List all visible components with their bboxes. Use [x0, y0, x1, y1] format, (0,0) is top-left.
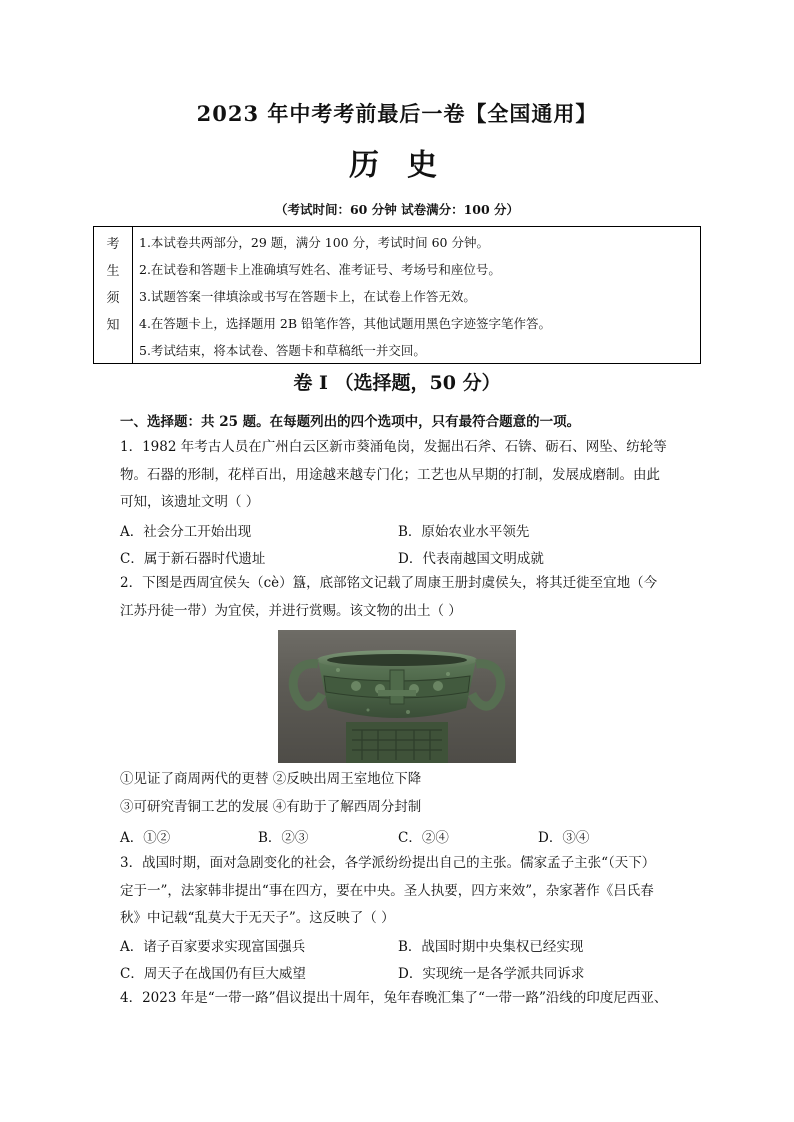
- q1-option-d: D．代表南越国文明成就: [398, 551, 544, 567]
- question-4-stem: [120, 985, 680, 1013]
- question-line: 可知，该遗址文明（ ）: [120, 494, 260, 510]
- candidate-notice-box: [93, 226, 701, 364]
- question-line: 1．1982 年考古人员在广州白云区新市葵涌龟岗，发掘出石斧、石锛、砺石、网坠、纺轮等: [120, 439, 667, 455]
- statement-line: ①见证了商周两代的更替 ②反映出周王室地位下降: [120, 771, 422, 787]
- notice-label-char: 知: [106, 318, 120, 333]
- exam-title: 2023 年中考考前最后一卷【全国通用】: [196, 101, 598, 126]
- question-3-stem: [120, 850, 680, 933]
- q3-option-b: B．战国时期中央集权已经实现: [398, 939, 584, 955]
- q3-option-d: D．实现统一是各学派共同诉求: [398, 966, 585, 982]
- q2-option-a: A．①②: [120, 830, 171, 846]
- bronze-gui-vessel-icon: [278, 630, 516, 763]
- notice-item: 2.在试卷和答题卡上准确填写姓名、准考证号、考场号和座位号。: [139, 262, 501, 277]
- notice-items: [133, 227, 700, 363]
- section-instruction: 一、选择题：共 25 题。在每题列出的四个选项中，只有最符合题意的一项。: [120, 414, 581, 430]
- section-heading: 卷 I （选择题，50 分）: [293, 372, 501, 394]
- bronze-gui-vessel-image: [278, 630, 516, 763]
- question-line: 江苏丹徒一带）为宜侯，并进行赏赐。该文物的出土（ ）: [120, 602, 462, 619]
- q2-option-d: D．③④: [538, 830, 590, 846]
- notice-item: 5.考试结束，将本试卷、答题卡和草稿纸一并交回。: [139, 343, 426, 358]
- question-line: 定于一”，法家韩非提出“事在四方，要在中央。圣人执要，四方来效”，杂家著作《吕氏春: [120, 882, 654, 899]
- question-line: 物。石器的形制，花样百出，用途越来越专门化；工艺也从早期的打制，发展成磨制。由此: [120, 466, 660, 483]
- q2-option-b: B．②③: [258, 830, 309, 846]
- notice-item: 4.在答题卡上，选择题用 2B 铅笔作答，其他试题用黑色字迹签字笔作答。: [139, 316, 552, 331]
- question-line: 3．战国时期，面对急剧变化的社会，各学派纷纷提出自己的主张。儒家孟子主张“（天下）: [120, 855, 656, 871]
- q2-option-c: C．②④: [398, 830, 449, 846]
- q3-option-c: C．周天子在战国仍有巨大威望: [120, 966, 306, 982]
- notice-item: 3.试题答案一律填涂或书写在答题卡上，在试卷上作答无效。: [139, 289, 476, 304]
- question-line: 4．2023 年是“一带一路”倡议提出十周年，兔年春晚汇集了“一带一路”沿线的印度尼西亚、: [120, 990, 668, 1006]
- question-line: 秋》中记载“乱莫大于无天子”。这反映了（ ）: [120, 910, 395, 926]
- q1-option-a: A．社会分工开始出现: [120, 524, 252, 540]
- notice-label: [94, 227, 133, 363]
- notice-item: 1.本试卷共两部分，29 题，满分 100 分，考试时间 60 分钟。: [139, 235, 489, 250]
- question-2-stem: [120, 570, 680, 625]
- question-1-stem: [120, 434, 680, 517]
- q1-option-c: C．属于新石器时代遗址: [120, 551, 266, 567]
- notice-label-char: 生: [106, 264, 120, 279]
- notice-label-char: 考: [106, 237, 120, 252]
- statement-line: ③可研究青铜工艺的发展 ④有助于了解西周分封制: [120, 798, 422, 815]
- q3-option-a: A．诸子百家要求实现富国强兵: [120, 939, 306, 955]
- exam-info: （考试时间：60 分钟 试卷满分：100 分）: [274, 202, 520, 217]
- subject-title: 历史: [349, 148, 465, 183]
- notice-label-char: 须: [106, 291, 120, 306]
- q1-option-b: B．原始农业水平领先: [398, 524, 530, 540]
- question-2-statements: [120, 766, 680, 821]
- question-line: 2．下图是西周宜侯夨（cè）簋，底部铭文记载了周康王册封虞侯夨，将其迁徙至宜地（今: [120, 575, 658, 591]
